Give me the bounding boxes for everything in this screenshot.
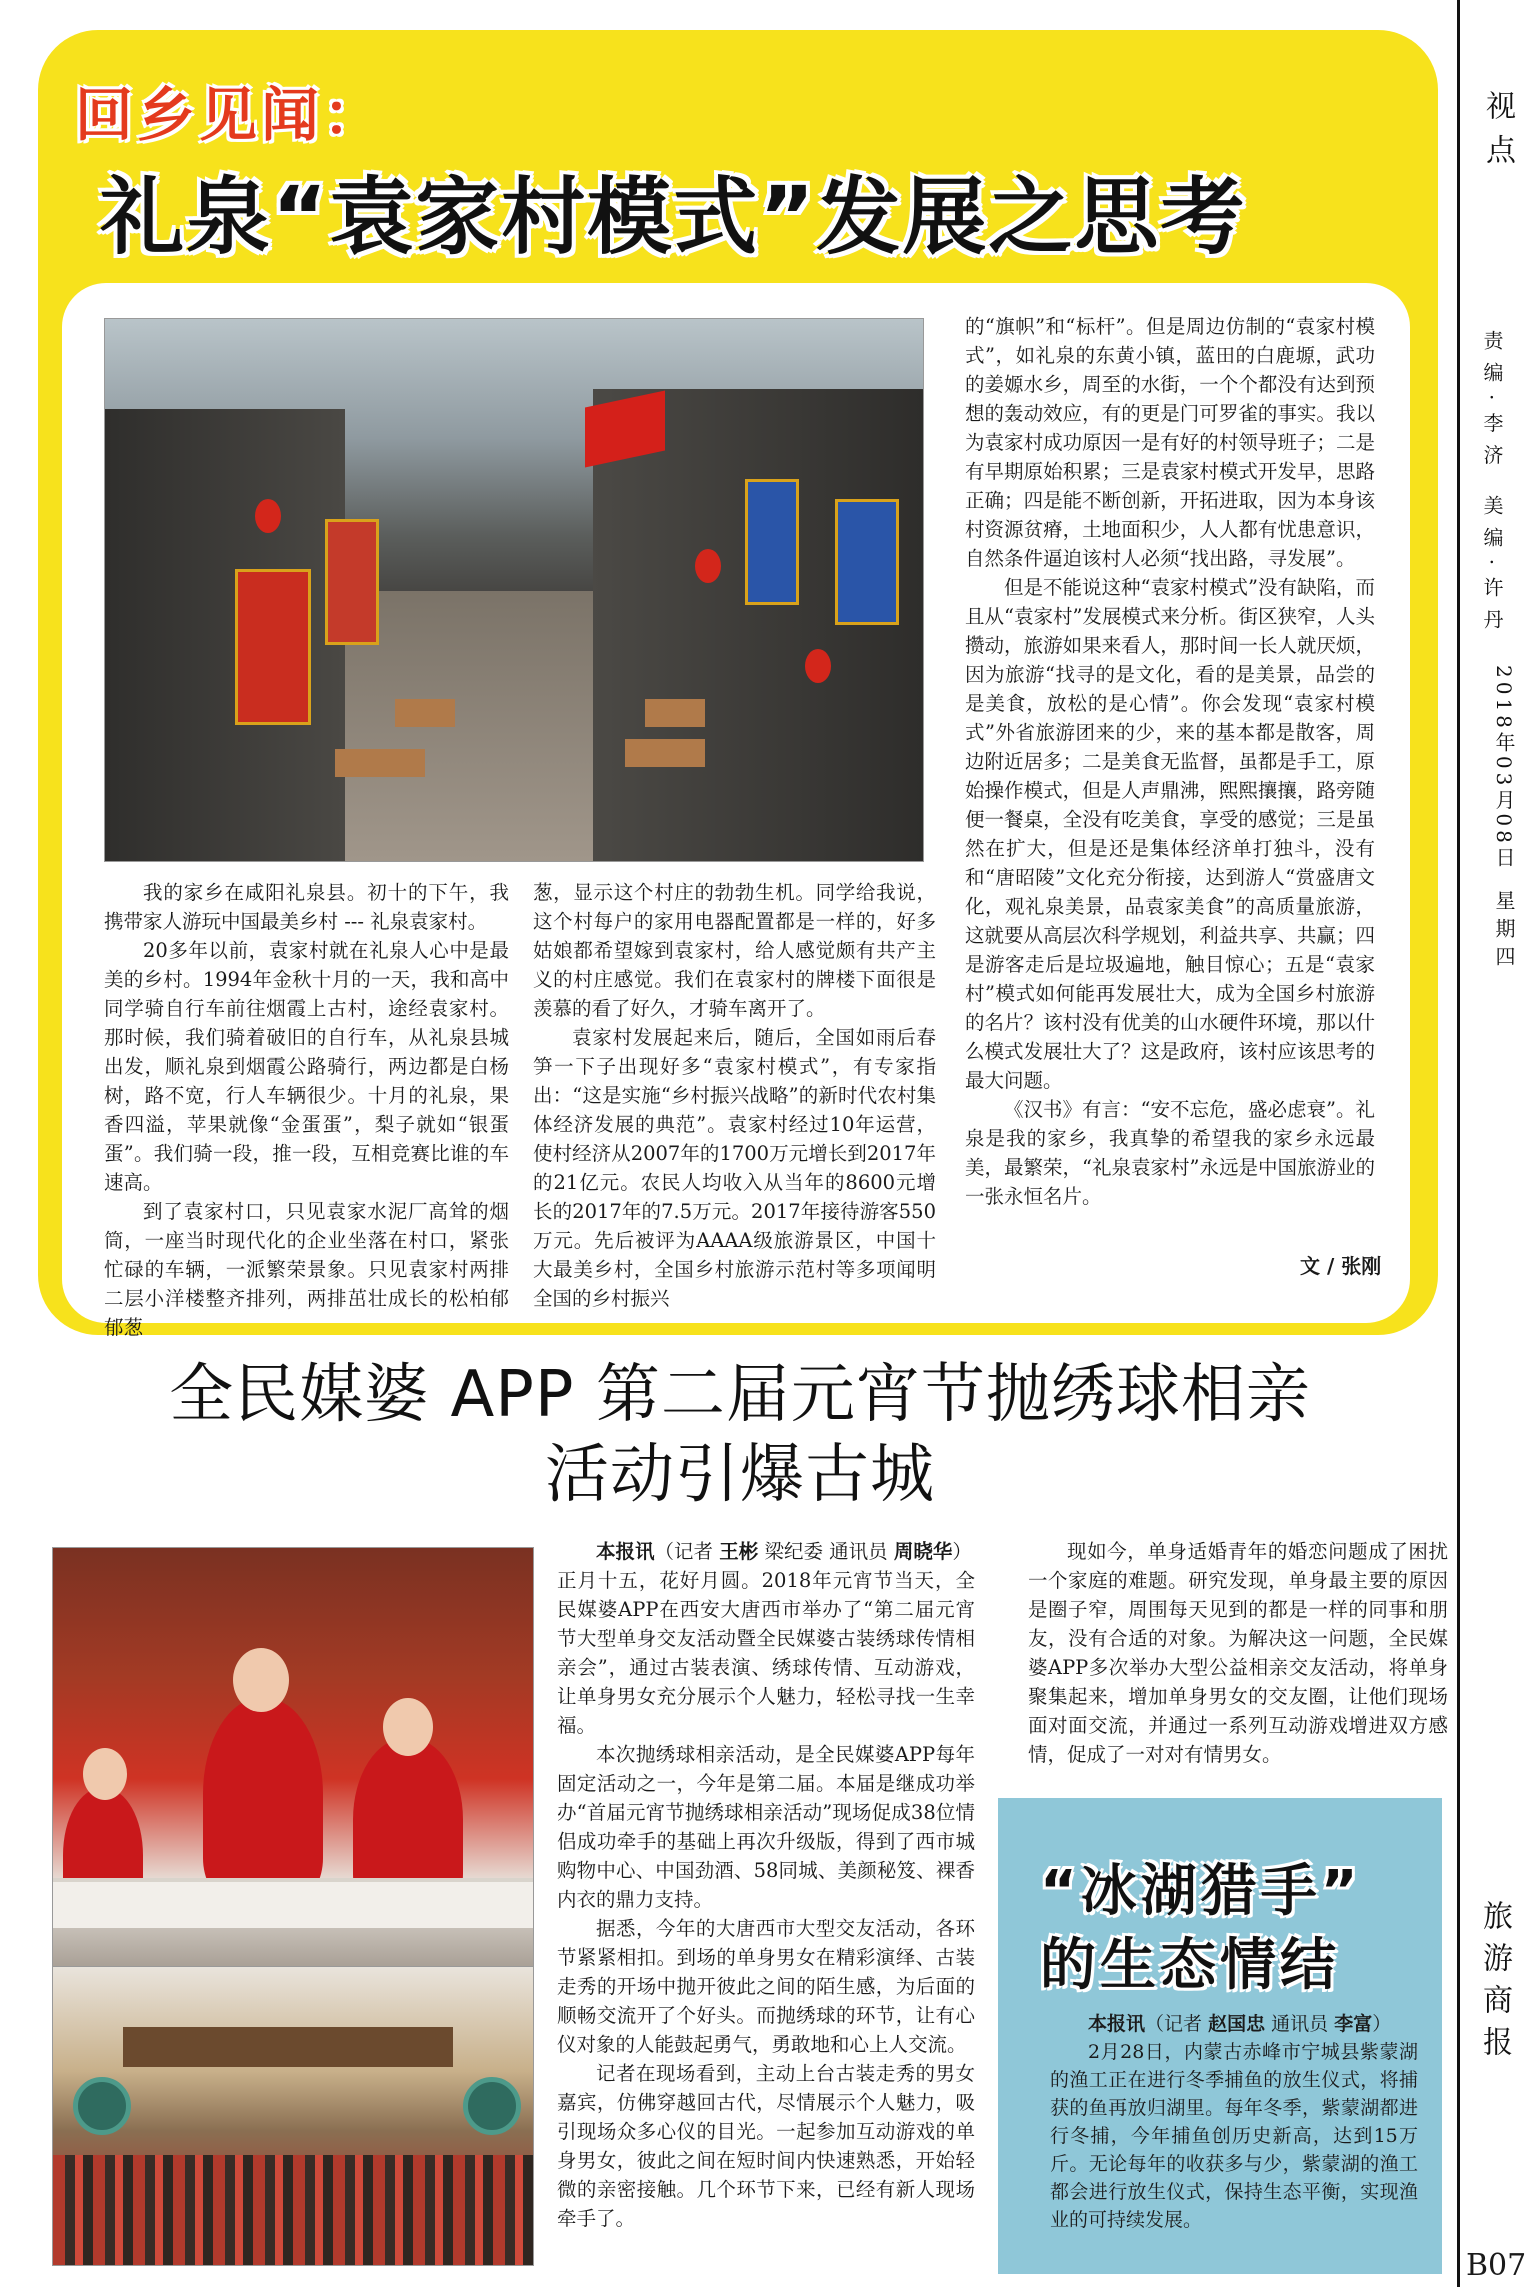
story3-body: 本报讯（记者 赵国忠 通讯员 李富） 2月28日，内蒙古赤峰市宁城县紫蒙湖的渔工正在进行冬季捕鱼的放生仪式，将捕获的鱼再放归湖里。每年冬季，紫蒙湖都进行冬捕，今年捕鱼创历史新高，达到15万斤。无论每年的收获多与少，紫蒙湖的渔工都会进行放生仪式，保持生态平衡，实现渔业的可持续发展。 — [1050, 2013, 1418, 2231]
story2-column-2: 现如今，单身适婚青年的婚恋问题成了困扰一个家庭的难题。研究发现，单身最主要的原因是圈子窄，周围每天见到的都是一样的同事和朋友，没有合适的对象。为解决这一问题，全民媒婆APP多次举办大型公益相亲交友活动，将单身聚集起来，增加单身男女的交友圈，让他们现场面对面交流，并通过一系列互动游戏增进双方感情，促成了一对对有情男女。 — [1028, 1540, 1448, 1766]
editors-credit: 责编·李济 美编·许丹 — [1480, 330, 1504, 642]
story3-headline: “冰湖猎手” 的生态情结 — [1040, 1859, 1362, 1998]
issue-date: 2018年03月08日 — [1492, 665, 1516, 871]
feature-kicker: 回乡见闻： — [75, 81, 386, 149]
story2-headline: 全民媒婆 APP 第二届元宵节抛绣球相亲 活动引爆古城 — [169, 1358, 1311, 1512]
feature-headline: 礼泉“袁家村模式”发展之思考 — [100, 168, 1247, 266]
feature-column-3: 的“旗帜”和“标杆”。但是周边仿制的“袁家村模式”，如礼泉的东黄小镇，蓝田的白鹿塬，武功的姜嫄水乡，周至的水街，一个个都没有达到预想的轰动效应，有的更是门可罗雀的事实。我以为袁家村成功原因一是有好的村领导班子；二是有早期原始积累；三是袁家村模式开发早，思路正确；四是能不断创新，开拓进取，因为本身该村资源贫瘠，土地面积少，人人都有忧患意识，自然条件逼迫该村人必须“找出路，寻发展”。 但是不能说这种“袁家村模式”没有缺陷，而且从“袁家村”发展模式来分析。街区狭窄，人头攒动，旅游如果来看人，那时间一长人就厌烦，因为旅游“找寻的是文化，看的是美景，品尝的是美食，放松的是心情”。你会发现“袁家村模式”外省旅游团来的少，来的基本都是散客，周边附近居多；二是美食无监督，虽都是手工，原始操作模式，但是人声鼎沸，熙熙攘攘，路旁随便一餐桌，全没有吃美食，享受的感觉；三是虽然在扩大，但是还是集体经济单打独斗，没有和“唐昭陵”文化充分衔接，达到游人“赏盛唐文化，观礼泉美景，品袁家美食”的高质量旅游，这就要从高层次科学规划，利益共享、共赢；四是游客走后是垃圾遍地，触目惊心；五是“袁家村”模式如何能再发展壮大，成为全国乡村旅游的名片？该村没有优美的山水硬件环境，那以什么模式发展壮大了？这是政府，该村应该思考的最大问题。 《汉书》有言：“安不忘危，盛必虑衰”。礼泉是我的家乡，我真挚的希望我的家乡永远最美，最繁荣，“礼泉袁家村”永远是中国旅游业的一张永恒名片。 — [965, 315, 1375, 1208]
sidebar-divider — [1457, 0, 1460, 2287]
page-number: B07 — [1466, 2248, 1527, 2283]
feature-column-2: 葱，显示这个村庄的勃勃生机。同学给我说，这个村每户的家用电器配置都是一样的，好多姑娘都希望嫁到袁家村，给人感觉颇有共产主义的村庄感觉。我们在袁家村的牌楼下面很是羡慕的看了好久，才骑车离开了。 袁家村发展起来后，随后，全国如雨后春笋一下子出现好多“袁家村模式”，有专家指出：“这是实施“乡村振兴战略”的新时代农村集体经济发展的典范”。袁家村经过10年运营，使村经济从2007年的1700万元增长到2017年的21亿元。农民人均收入从当年的8600元增长的2017年的7.5万元。2017年接待游客550万元。先后被评为AAAA级旅游景区，中国十大最美乡村，全国乡村旅游示范村等多项闻明全国的乡村振兴 — [533, 881, 936, 1310]
crowd-event-photo — [52, 1966, 534, 2266]
newspaper-name: 旅游商报 — [1477, 1900, 1512, 2068]
embroidered-ball-photo — [52, 1547, 534, 1969]
story2-column-1: 本报讯（记者 王彬 梁纪委 通讯员 周晓华） 正月十五，花好月圆。2018年元宵节当天，全民媒婆APP在西安大唐西市举办了“第二届元宵节大型单身交友活动暨全民媒婆古装绣球传情相亲会”，通过古装表演、绣球传情、互动游戏，让单身男女充分展示个人魅力，轻松寻找一生幸福。 本次抛绣球相亲活动，是全民媒婆APP每年固定活动之一，今年是第二届。本届是继成功举办“首届元宵节抛绣球相亲活动”现场促成38位情侣成功牵手的基础上再次升级版，得到了西市城购物中心、中国劲酒、58同城、美颜秘笈、裸香内衣的鼎力支持。 据悉，今年的大唐西市大型交友活动，各环节紧紧相扣。到场的单身男女在精彩演绎、古装走秀的开场中抛开彼此之间的陌生感，为后面的顺畅交流开了个好头。而抛绣球的环节，让有心仪对象的人能鼓起勇气，勇敢地和心上人交流。 记者在现场看到，主动上台古装走秀的男女嘉宾，仿佛穿越回古代，尽情展示个人魅力，吸引现场众多心仪的目光。一起参加互动游戏的单身男女，彼此之间在短时间内快速熟悉，开始轻微的亲密接触。几个环节下来，已经有新人现场牵手了。 — [557, 1540, 975, 2230]
feature-column-1: 我的家乡在咸阳礼泉县。初十的下午，我携带家人游玩中国最美乡村 --- 礼泉袁家村。 20多年以前，袁家村就在礼泉人心中是最美的乡村。1994年金秋十月的一天，我和高中同学骑自行车前往烟霞上古村，途经袁家村。那时候，我们骑着破旧的自行车，从礼泉县城出发，顺礼泉到烟霞公路骑行，两边都是白杨树，路不宽，行人车辆很少。十月的礼泉，果香四溢，苹果就像“金蛋蛋”，梨子就如“银蛋蛋”。我们骑一段，推一段，互相竞赛比谁的车速高。 到了袁家村口，只见袁家水泥厂高耸的烟筒，一座当时现代化的企业坐落在村口，紧张忙碌的车辆，一派繁荣景象。只见袁家村两排二层小洋楼整齐排列，两排茁壮成长的松柏郁郁葱 — [104, 881, 509, 1339]
issue-weekday: 星期四 — [1492, 890, 1516, 974]
feature-byline: 文 / 张刚 — [1300, 1254, 1382, 1278]
section-label: 视点 — [1480, 90, 1515, 178]
village-street-photo — [104, 318, 924, 862]
